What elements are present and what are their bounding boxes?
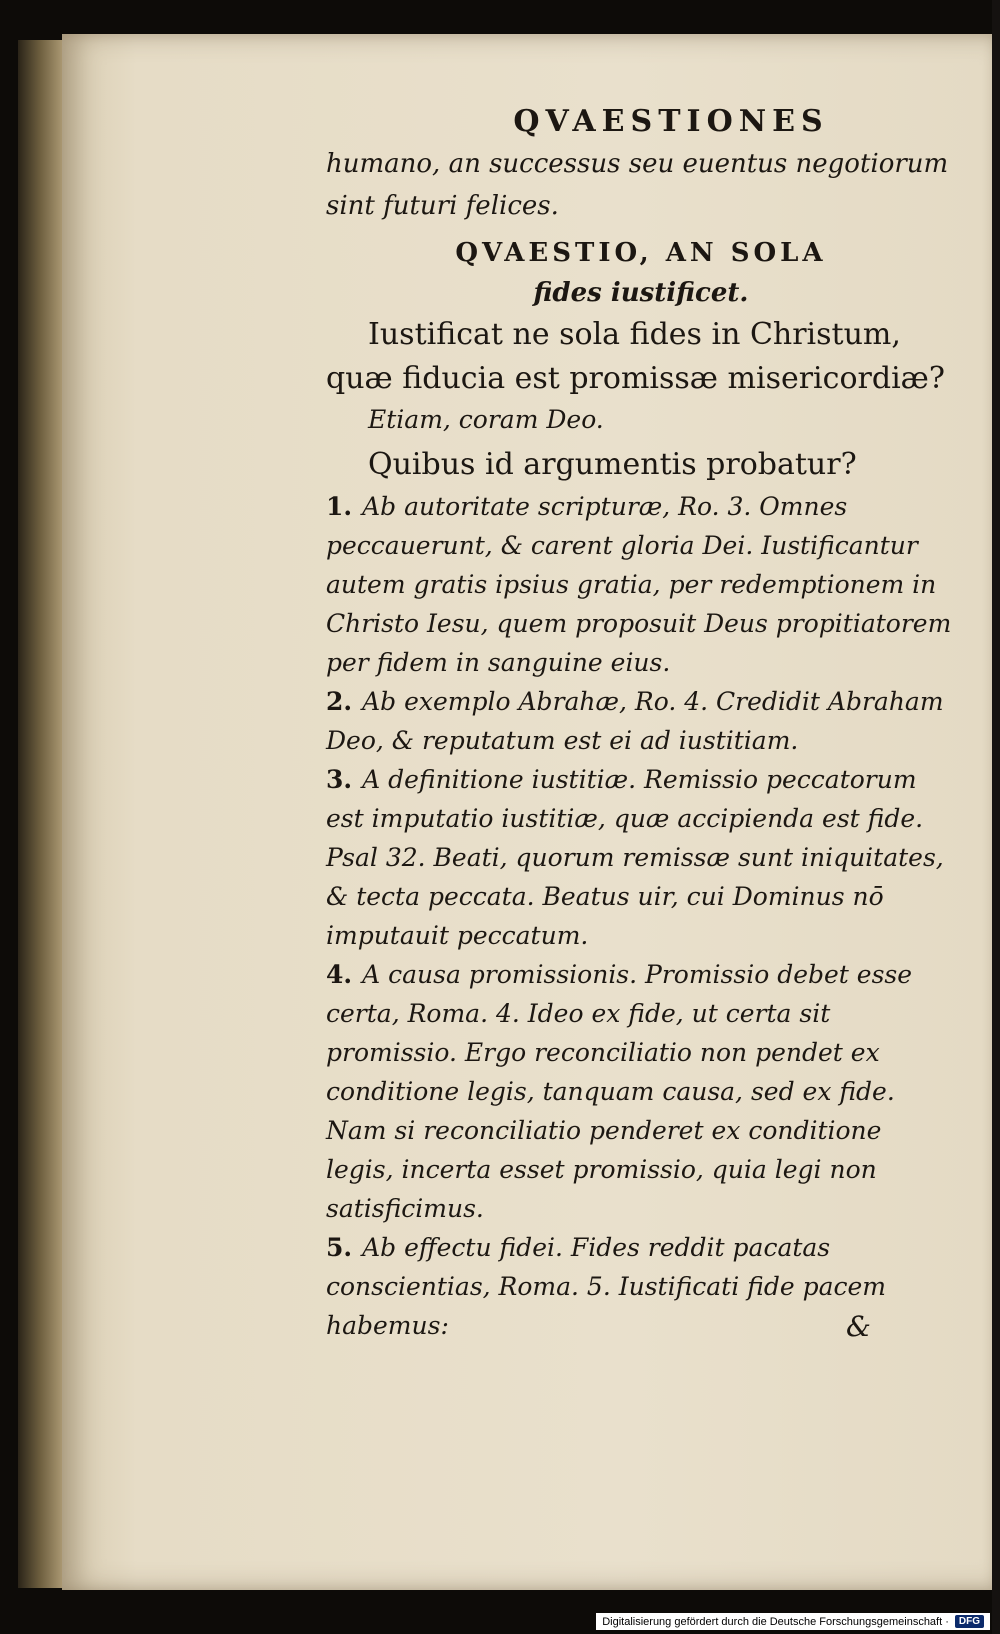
catchword: &: [846, 1310, 871, 1343]
question: Quibus id argumentis probatur?: [368, 447, 857, 482]
argument-number: 5.: [326, 1233, 353, 1262]
argument-number: 3.: [326, 765, 353, 794]
book-spine: [18, 40, 68, 1588]
argument: [326, 760, 956, 955]
argument: [326, 487, 956, 682]
argument: [326, 682, 956, 760]
argument-text: A causa promissionis. Promissio debet esse certa, Roma. 4. Ideo ex fide, ut certa sit promissio. Ergo reconciliatio non pendet ex conditione legis, tanquam causa, sed ex fide. Nam si reconciliatio penderet ex conditione legis, incerta esset promissio, quia legi non satisficimus.: [326, 960, 913, 1223]
section-subtitle: fides iustificet.: [533, 278, 749, 308]
argument-number: 1.: [326, 492, 353, 521]
text-line: sint futuri felices.: [326, 191, 559, 221]
digitization-footer: [596, 1613, 990, 1630]
argument-text: A definitione iustitiæ. Remissio peccatorum est imputatio iustitiæ, quæ accipienda est fide. Psal 32. Beati, quorum remissæ sunt iniquitates, & tecta peccata. Beatus uir, cui Dominus nō imputauit peccatum.: [326, 765, 944, 950]
page-edge: [992, 0, 1000, 1634]
page-text: [326, 104, 956, 1345]
section-title: QVAESTIO, AN SOLA: [455, 238, 827, 268]
argument-text: Ab autoritate scripturæ, Ro. 3. Omnes peccauerunt, & carent gloria Dei. Iustificantur autem gratis ipsius gratia, per redemptionem in Christo Iesu, quem proposuit Deus propitiatorem per fidem in sanguine eius.: [326, 492, 952, 677]
text-line: humano, an successus seu euentus negotiorum: [326, 149, 949, 179]
argument-number: 2.: [326, 687, 353, 716]
argument-text: Ab effectu fidei. Fides reddit pacatas conscientias, Roma. 5. Iustificati fide pacem habemus:: [326, 1233, 886, 1340]
question: Iustificat ne sola fides in Christum, quæ fiducia est promissæ misericordiæ?: [326, 317, 945, 396]
dfg-logo-icon: DFG: [955, 1615, 984, 1628]
running-head: QVAESTIONES: [513, 104, 829, 139]
footer-text: Digitalisierung gefördert durch die Deutsche Forschungsgemeinschaft ·: [602, 1615, 949, 1628]
argument-text: Ab exemplo Abrahæ, Ro. 4. Credidit Abraham Deo, & reputatum est ei ad iustitiam.: [326, 687, 944, 755]
answer: Etiam, coram Deo.: [368, 405, 604, 434]
argument-number: 4.: [326, 960, 353, 989]
argument: [326, 955, 956, 1228]
